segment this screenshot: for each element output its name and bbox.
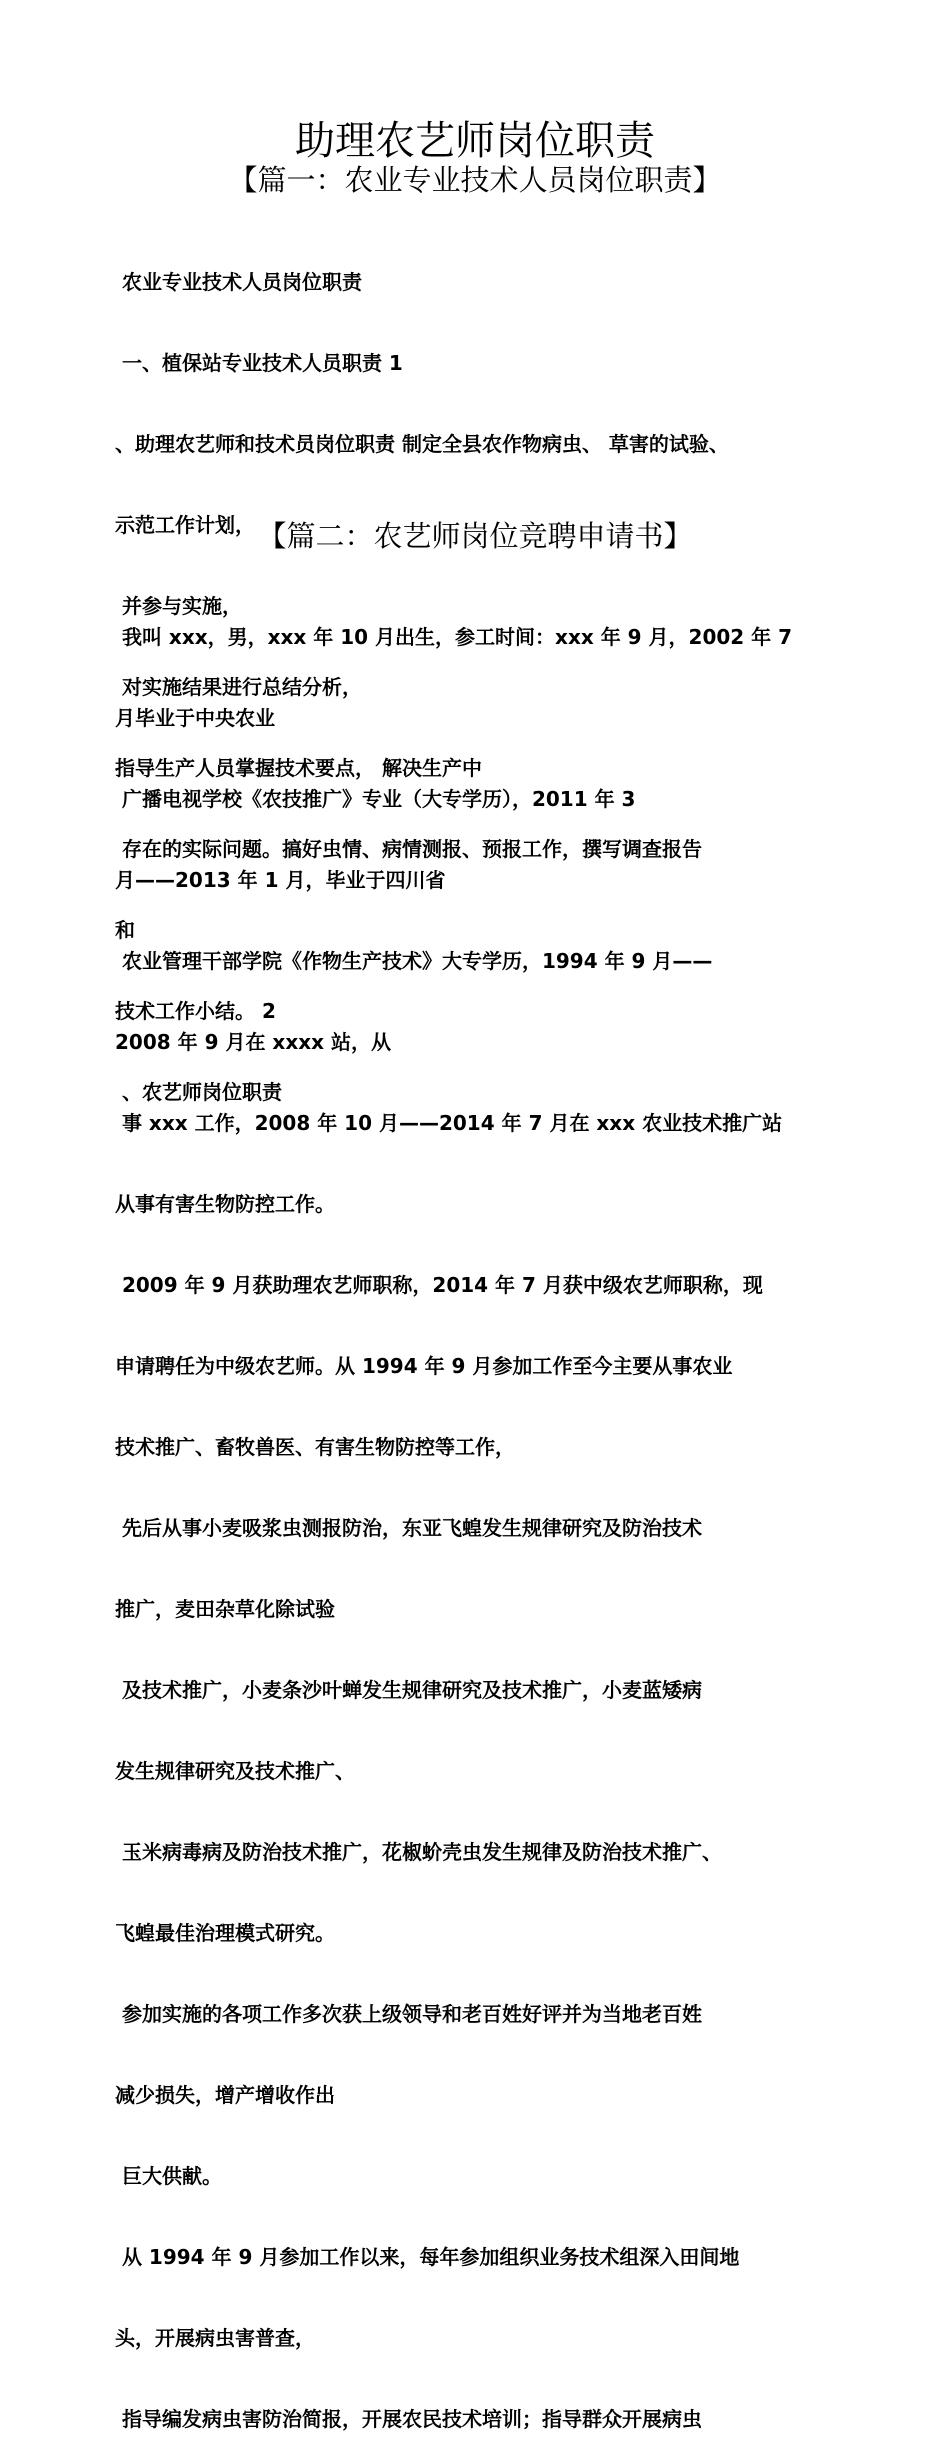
text-line: 广播电视学校《农技推广》专业（大专学历），2011 年 3 <box>115 787 636 811</box>
text-line: 并参与实施， <box>115 594 242 618</box>
text-line: 对实施结果进行总结分析， <box>115 675 362 699</box>
text-line: 一、植保站专业技术人员职责 1 <box>115 351 403 375</box>
text-line: 技术推广、畜牧兽医、有害生物防控等工作， <box>115 1435 515 1459</box>
text-line: 及技术推广，小麦条沙叶蝉发生规律研究及技术推广，小麦蓝矮病 <box>115 1678 702 1702</box>
text-line: 玉米病毒病及防治技术推广，花椒蚧壳虫发生规律及防治技术推广、 <box>115 1840 722 1864</box>
text-line: 飞蝗最佳治理模式研究。 <box>115 1921 335 1945</box>
text-line: 参加实施的各项工作多次获上级领导和老百姓好评并为当地老百姓 <box>115 2002 702 2026</box>
text-line: 和 <box>115 918 135 942</box>
text-line: 农业专业技术人员岗位职责 <box>115 270 362 294</box>
text-line: 发生规律研究及技术推广、 <box>115 1759 355 1783</box>
text-line: 、助理农艺师和技术员岗位职责 制定全县农作物病虫、 草害的试验、 <box>115 432 729 456</box>
text-line: 月——2013 年 1 月，毕业于四川省 <box>115 868 446 892</box>
text-line: 月毕业于中央农业 <box>115 706 275 730</box>
text-line: 2009 年 9 月获助理农艺师职称，2014 年 7 月获中级农艺师职称，现 <box>115 1273 763 1297</box>
text-line: 存在的实际问题。搞好虫情、病情测报、预报工作，撰写调查报告 <box>115 837 702 861</box>
text-line: 申请聘任为中级农艺师。从 1994 年 9 月参加工作至今主要从事农业 <box>115 1354 733 1378</box>
text-line: 推广，麦田杂草化除试验 <box>115 1597 335 1621</box>
section-1-heading: 【篇一：农业专业技术人员岗位职责】 <box>228 163 722 197</box>
text-line: 指导编发病虫害防治简报，开展农民技术培训；指导群众开展病虫 <box>115 2407 702 2431</box>
text-line: 农业管理干部学院《作物生产技术》大专学历，1994 年 9 月—— <box>115 949 713 973</box>
text-line: 巨大供献。 <box>115 2164 222 2188</box>
text-line: 指导生产人员掌握技术要点， 解决生产中 <box>115 756 482 780</box>
text-line: 2008 年 9 月在 xxxx 站，从 <box>115 1030 391 1054</box>
section-2-heading: 【篇二：农艺师岗位竞聘申请书】 <box>257 519 693 553</box>
text-line: 、农艺师岗位职责 <box>115 1080 282 1104</box>
text-line: 从事有害生物防控工作。 <box>115 1192 335 1216</box>
text-line: 我叫 xxx，男，xxx 年 10 月出生，参工时间：xxx 年 9 月，2002 年 7 <box>115 625 793 649</box>
document-title: 助理农艺师岗位职责 <box>295 118 655 164</box>
text-line: 事 xxx 工作，2008 年 10 月——2014 年 7 月在 xxx 农业技术推广站 <box>115 1111 783 1135</box>
text-line: 技术工作小结。 2 <box>115 999 276 1023</box>
text-line: 头，开展病虫害普查， <box>115 2326 315 2350</box>
text-line: 先后从事小麦吸浆虫测报防治，东亚飞蝗发生规律研究及防治技术 <box>115 1516 702 1540</box>
text-line: 示范工作计划， <box>115 513 255 537</box>
section-2-body <box>115 570 845 2460</box>
text-line: 从 1994 年 9 月参加工作以来，每年参加组织业务技术组深入田间地 <box>115 2245 740 2269</box>
text-line: 减少损失，增产增收作出 <box>115 2083 335 2107</box>
